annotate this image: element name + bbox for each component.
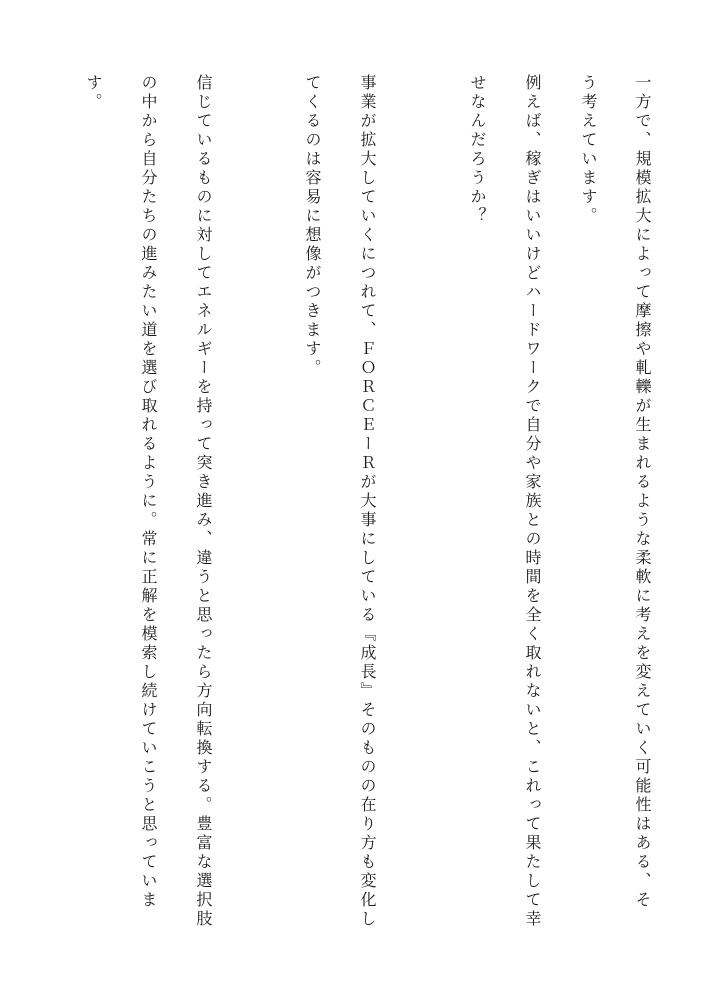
paragraph-1-line-1: 一方で、規模拡大によって摩擦や軋轢が生まれるような柔軟に考えを変えていく可能性はある、そ — [633, 74, 652, 910]
paragraph-3-line-2: てくるのは容易に想像がつきます。 — [303, 74, 322, 378]
paragraph-2-line-1: 例えば、稼ぎはいいけどハードワークで自分や家族との時間を全く取れないと、これって果たして幸 — [523, 74, 542, 929]
paragraph-3-line-1: 事業が拡大していくにつれて、ＦＯＲＣＥーＲが大事にしている『成長』そのものの在り方も変化し — [358, 74, 377, 929]
paragraph-2-line-2: せなんだろうか？ — [468, 74, 487, 226]
paragraph-4-line-2: の中から自分たちの進みたい道を選び取れるように。常に正解を模索し続けていこうと思っていま — [139, 74, 158, 910]
paragraph-4-line-3: す。 — [84, 74, 103, 112]
paragraph-4-line-1: 信じているものに対してエネルギーを持って突き進み、違うと思ったら方向転換する。豊富な選択肢 — [194, 74, 213, 929]
paragraph-1-line-2: う考えています。 — [579, 74, 598, 226]
